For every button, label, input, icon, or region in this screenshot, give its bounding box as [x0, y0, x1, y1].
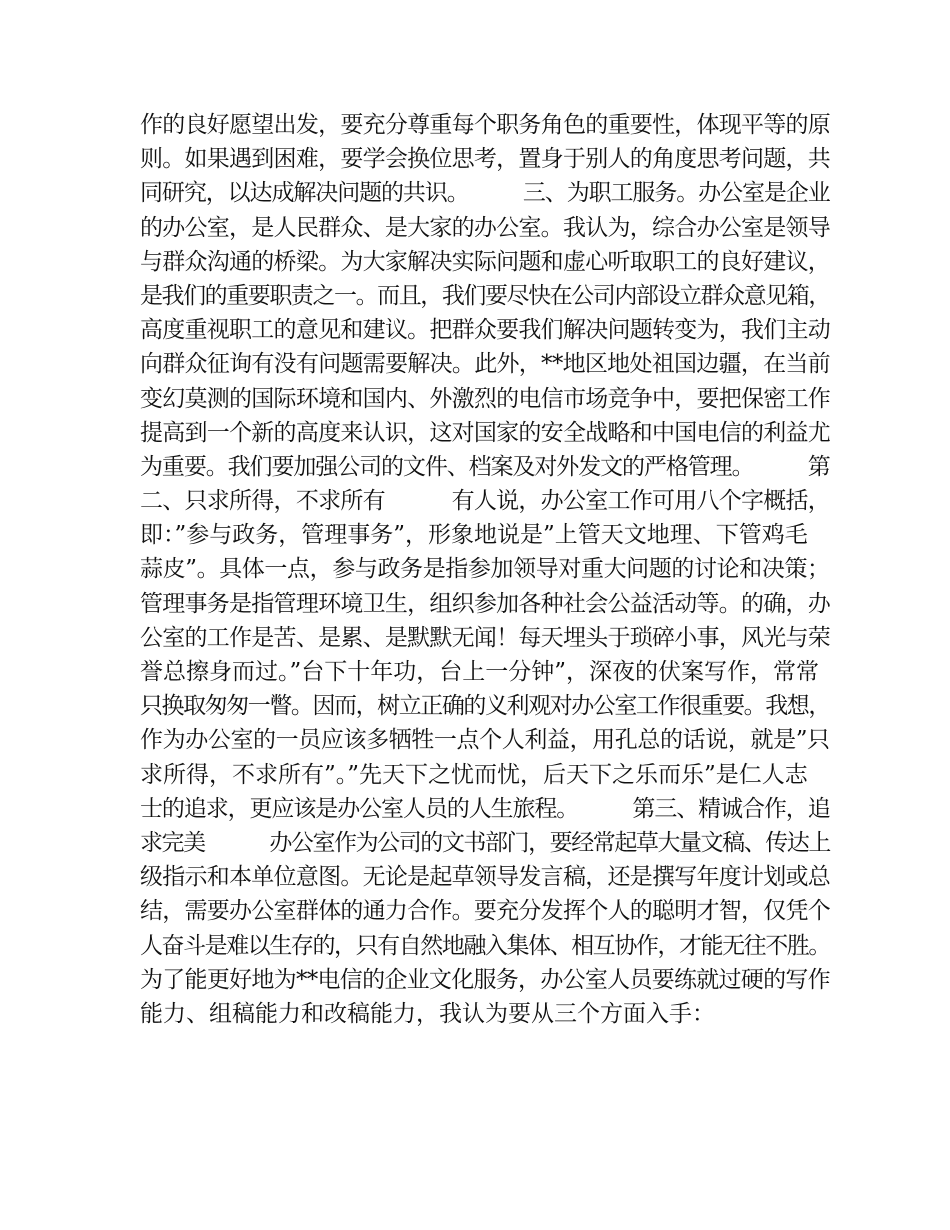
text-line: 则。如果遇到困难，要学会换位思考，置身于别人的角度思考问题，共 — [140, 146, 831, 173]
text-line: 只换取匆匆一瞥。因而，树立正确的义利观对办公室工作很重要。我想， — [140, 693, 830, 720]
text-line: 变幻莫测的国际环境和国内、外激烈的电信市场竞争中，要把保密工作 — [140, 385, 831, 412]
text-line: 公室的工作是苦、是累、是默默无闻！每天埋头于琐碎小事，风光与荣 — [140, 624, 831, 651]
text-line: 是我们的重要职责之一。而且，我们要尽快在公司内部设立群众意见箱， — [140, 282, 830, 309]
text-line: 同研究，以达成解决问题的共识。 三、为职工服务。办公室是企业 — [140, 180, 830, 207]
text-line: 向群众征询有没有问题需要解决。此外，**地区地处祖国边疆，在当前 — [140, 351, 830, 378]
text-line: 能力、组稿能力和改稿能力，我认为要从三个方面入手： — [140, 1000, 715, 1027]
text-line: 作的良好愿望出发，要充分尊重每个职务角色的重要性，体现平等的原 — [140, 112, 831, 138]
text-line: 求所得，不求所有”。”先天下之忧而忧，后天下之乐而乐”是仁人志 — [140, 761, 808, 788]
text-line: 与群众沟通的桥梁。为大家解决实际问题和虚心听取职工的良好建议， — [140, 248, 831, 275]
text-line: 二、只求所得，不求所有 有人说，办公室工作可用八个字概括， — [140, 488, 831, 515]
text-line: 的办公室，是人民群众、是大家的办公室。我认为，综合办公室是领导 — [140, 214, 831, 241]
text-line: 求完美 办公室作为公司的文书部门，要经常起草大量文稿、传达上 — [140, 829, 830, 856]
text-line: 为重要。我们要加强公司的文件、档案及对外发文的严格管理。 第 — [140, 453, 830, 480]
text-line: 即：”参与政务，管理事务”，形象地说是”上管天文地理、下管鸡毛 — [140, 522, 808, 549]
text-line: 誉总擦身而过。”台下十年功，台上一分钟”，深夜的伏案写作，常常 — [140, 659, 820, 685]
text-line: 高度重视职工的意见和建议。把群众要我们解决问题转变为，我们主动 — [140, 317, 831, 344]
text-line: 人奋斗是难以生存的，只有自然地融入集体、相互协作，才能无往不胜。 — [140, 932, 830, 959]
text-line: 蒜皮”。具体一点，参与政务是指参加领导对重大问题的讨论和决策； — [140, 556, 830, 583]
text-line: 士的追求，更应该是办公室人员的人生旅程。 第三、精诚合作，追 — [140, 795, 830, 822]
text-line: 提高到一个新的高度来认识，这对国家的安全战略和中国电信的利益尤 — [140, 419, 831, 446]
text-line: 作为办公室的一员应该多牺牲一点个人利益，用孔总的话说，就是”只 — [140, 727, 830, 754]
text-line: 为了能更好地为**电信的企业文化服务，办公室人员要练就过硬的写作 — [140, 966, 830, 993]
text-line: 级指示和本单位意图。无论是起草领导发言稿，还是撰写年度计划或总 — [140, 864, 831, 891]
text-line: 结，需要办公室群体的通力合作。要充分发挥个人的聪明才智，仅凭个 — [140, 898, 831, 925]
text-line: 管理事务是指管理环境卫生，组织参加各种社会公益活动等。的确，办 — [140, 590, 831, 617]
body-text — [140, 108, 830, 1031]
